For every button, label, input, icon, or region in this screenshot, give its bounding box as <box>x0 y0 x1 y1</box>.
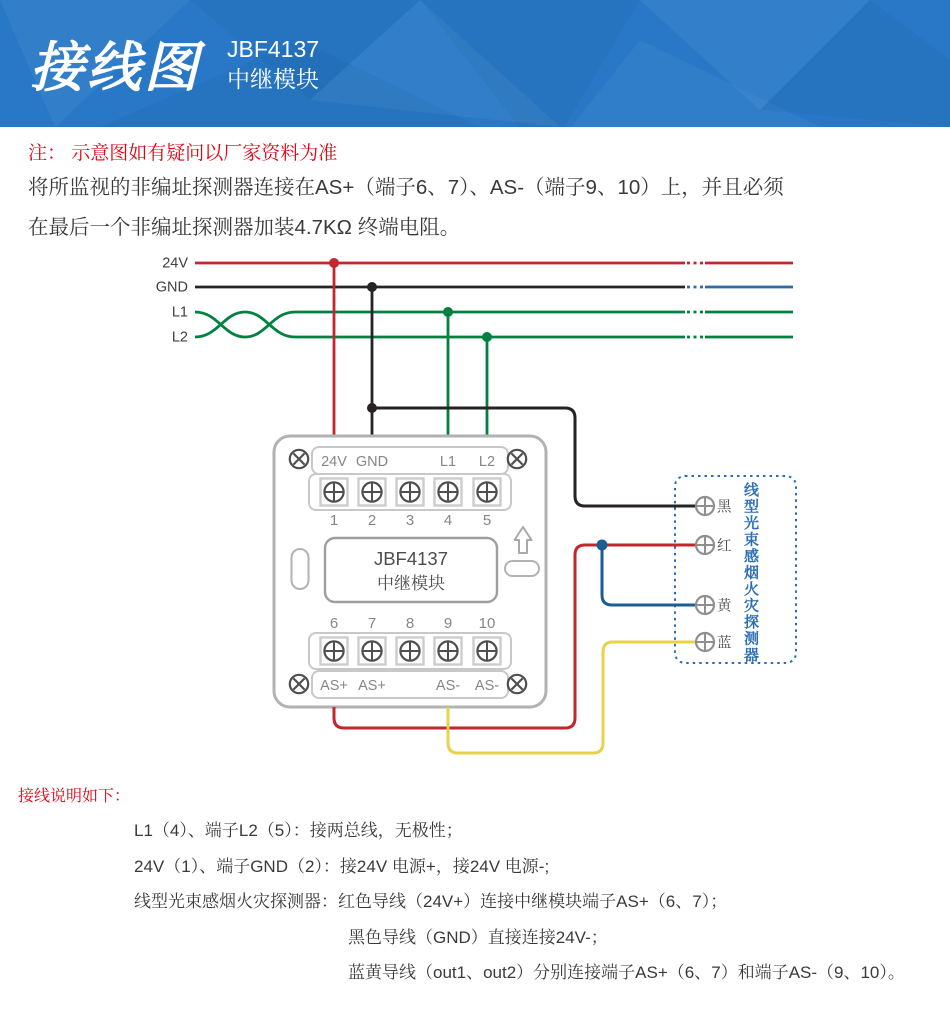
detector-name-vertical: 线型光束感烟火灾探测器 <box>742 482 759 664</box>
module-label-as-minus-9: AS- <box>435 678 461 694</box>
product-model: JBF4137 <box>227 35 320 62</box>
corner-screw-icon <box>508 450 526 468</box>
corner-screw-icon <box>290 450 308 468</box>
instructions-title: 接线说明如下： <box>18 788 131 805</box>
product-name: 中继模块 <box>227 65 319 92</box>
terminal-screw-icon-6 <box>321 638 348 665</box>
module-label-24v: 24V <box>321 454 347 470</box>
note-body-line1: 将所监视的非编址探测器连接在AS+（端子6、7）、AS-（端子9、10）上，并且必须 <box>28 176 784 199</box>
note-section <box>28 138 928 248</box>
terminal-number-6: 6 <box>329 615 339 632</box>
module-nameplate-model: JBF4137 <box>373 548 449 569</box>
instruction-line: 蓝黄导线（out1、out2）分别连接端子AS+（6、7）和端子AS-（9、10）。 <box>348 963 905 982</box>
terminal-number-8: 8 <box>405 615 415 632</box>
instruction-line: 线型光束感烟火灾探测器：红色导线（24V+）连接中继模块端子AS+（6、7）； <box>134 892 728 911</box>
instruction-line: L1（4）、端子L2（5）：接两总线，无极性； <box>134 821 463 840</box>
detector-screw-icon-black <box>696 497 714 515</box>
junction-dot-gnd-branch <box>367 403 377 413</box>
corner-screw-icon <box>508 675 526 693</box>
terminal-number-1: 1 <box>329 512 339 529</box>
terminal-number-2: 2 <box>367 512 377 529</box>
terminal-screw-icon-10 <box>474 638 501 665</box>
instruction-line: 24V（1）、端子GND（2）：接24V 电源+，接24V 电源-; <box>134 856 550 876</box>
module-label-l1: L1 <box>439 454 457 470</box>
detector-terminal-label-black: 黑 <box>717 499 732 516</box>
detector-screw-icon-yellow <box>696 596 714 614</box>
terminal-screw-icon-1 <box>321 479 348 506</box>
detector-terminal-label-red: 红 <box>717 538 732 555</box>
wire-blue-out1 <box>602 545 696 605</box>
bus-label-24v: 24V <box>162 255 188 272</box>
terminal-number-7: 7 <box>367 615 377 632</box>
page-title: 接线图 <box>30 38 201 98</box>
terminal-screw-icon-2 <box>359 479 386 506</box>
terminal-screw-icon-7 <box>359 638 386 665</box>
wiring-diagram <box>0 250 950 780</box>
terminal-screw-icon-9 <box>435 638 462 665</box>
terminal-screw-icon-5 <box>474 479 501 506</box>
terminal-number-4: 4 <box>443 512 453 529</box>
bus-l2-line-twisted <box>195 312 685 337</box>
terminal-screw-icon-4 <box>435 479 462 506</box>
terminal-number-3: 3 <box>405 512 415 529</box>
terminal-screw-icon-3 <box>397 479 424 506</box>
note-body-line2: 在最后一个非编址探测器加装4.7KΩ 终端电阻。 <box>28 216 461 239</box>
product-subtitle <box>227 34 319 94</box>
bus-label-l2: L2 <box>171 329 188 346</box>
detector-terminal-label-blue: 蓝 <box>717 635 732 652</box>
terminal-number-9: 9 <box>443 615 453 632</box>
junction-dot-l1 <box>443 307 453 317</box>
detector-outline <box>675 476 796 663</box>
bus-label-gnd: GND <box>155 279 188 296</box>
note-title: 注： 示意图如有疑问以厂家资料为准 <box>28 143 338 164</box>
instruction-line: 黑色导线（GND）直接连接24V-； <box>348 927 608 947</box>
junction-dot-24v <box>329 258 339 268</box>
detector-screw-icon-red <box>696 536 714 554</box>
module-left-slot <box>292 549 309 589</box>
terminal-number-5: 5 <box>482 512 492 529</box>
detector-screw-icon-blue <box>696 633 714 651</box>
module-nameplate-type: 中继模块 <box>377 574 445 593</box>
detector-terminal-label-yellow: 黄 <box>717 598 732 615</box>
wiring-diagram-canvas <box>0 250 950 780</box>
header-banner <box>0 0 950 127</box>
terminal-screw-icon-8 <box>397 638 424 665</box>
corner-screw-icon <box>290 675 308 693</box>
bus-label-l1: L1 <box>171 304 188 321</box>
module-label-l2: L2 <box>478 454 496 470</box>
instructions-lines <box>18 813 938 991</box>
module-label-as-minus-10: AS- <box>474 678 500 694</box>
junction-dot-gnd <box>367 282 377 292</box>
module-right-slot <box>505 561 539 576</box>
terminal-number-10: 10 <box>478 615 496 632</box>
instructions-section <box>18 783 938 991</box>
note-body <box>28 168 928 248</box>
junction-dot-blue-tap <box>597 540 608 551</box>
module-label-as-plus-6: AS+ <box>320 678 348 694</box>
module-label-as-plus-7: AS+ <box>358 678 386 694</box>
junction-dot-l2 <box>482 332 492 342</box>
module-label-gnd: GND <box>355 454 389 470</box>
